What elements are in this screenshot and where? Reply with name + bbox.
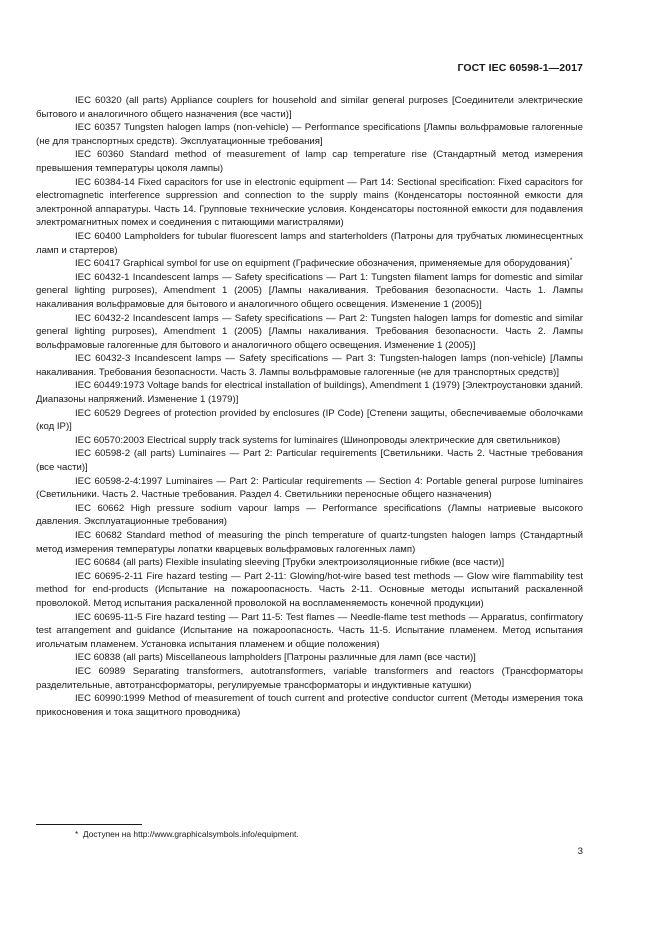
reference-item: IEC 60400 Lampholders for tubular fluorescent lamps and starterholders (Патроны для трубчатых люминесцентных ламп и стартеров) [36, 230, 583, 256]
reference-item: IEC 60990:1999 Method of measurement of touch current and protective conductor current (Методы измерения тока прикосновения и тока защитного проводника) [36, 693, 583, 718]
reference-item: IEC 60384-14 Fixed capacitors for use in electronic equipment — Part 14: Sectional specification: Fixed capacitors for electromagnetic interference suppression and connection to the supply mains (Конденсаторы постоянной емкости для электронной аппаратуры. Часть 14. Групповые технические условия. Конденсаторы постоянной емкости для подавления электромагнитных помех и соединения с питающими магистралями) [36, 176, 583, 229]
reference-item: IEC 60838 (all parts) Miscellaneous lampholders [Патроны различные для ламп (все части)] [75, 652, 476, 664]
footnote-text: Доступен на http://www.graphicalsymbols.info/equipment. [82, 829, 299, 839]
reference-item: IEC 60449:1973 Voltage bands for electrical installation of buildings), Amendment 1 (1979) [Электроустановки зданий. Диапазоны напряжений. Изменение 1 (1979)] [36, 380, 583, 406]
reference-item: IEC 60357 Tungsten halogen lamps (non-vehicle) — Performance specifications [Лампы вольфрамовые галогенные (не для транспортных средств). Эксплуатационные требования] [36, 122, 583, 147]
reference-item: IEC 60529 Degrees of protection provided by enclosures (IP Code) [Степени защиты, обеспечиваемые оболочками (код IP)] [36, 407, 583, 433]
footnote-marker: * [569, 256, 573, 264]
reference-item: IEC 60432-2 Incandescent lamps — Safety specifications — Part 2: Tungsten halogen lamps for domestic and similar general lighting purposes), Amendment 1 (2005) [Лампы накаливания. Требования безопасности. Часть 2. Лампы вольфрамовые галогенные для бытового и аналогичного общего освещения. Изменение 1 (2005)] [36, 312, 583, 351]
reference-item: IEC 60695-11-5 Fire hazard testing — Part 11-5: Test flames — Needle-flame test methods — Apparatus, confirmatory test arrangement and guidance (Испытание на пожароопасность. Часть 11-5. Испытание пламенем. Метод испытания игольчатым пламенем. Установка испытания пламенем и общие положения) [36, 611, 583, 650]
reference-item: IEC 60682 Standard method of measuring the pinch temperature of quartz-tungsten halogen lamps (Стандартный метод измерения температуры лопатки кварцевых вольфрамовых галогенных ламп) [36, 530, 583, 555]
reference-item: IEC 60662 High pressure sodium vapour lamps — Performance specifications (Лампы натриевые высокого давления. Эксплуатационные требования) [36, 502, 583, 528]
reference-item: IEC 60360 Standard method of measurement of lamp cap temperature rise (Стандартный метод измерения превышения температуры цоколя лампы) [36, 149, 583, 174]
footnote-divider [36, 824, 142, 825]
reference-item: IEC 60432-1 Incandescent lamps — Safety specifications — Part 1: Tungsten filament lamps for domestic and similar general lighting purposes), Amendment 1 (2005) [Лампы накаливания. Требования безопасности. Часть 1. Лампы накаливания вольфрамовые для бытового и аналогичного общего освещения. Изменение 1 (2005)] [36, 271, 583, 310]
reference-item: IEC 60989 Separating transformers, autotransformers, variable transformers and reactors (Трансформаторы разделительные, автотрансформаторы, регулируемые трансформаторы и индуктивные катушки) [36, 665, 583, 691]
footnote-marker: * [75, 829, 79, 839]
reference-item: IEC 60598-2 (all parts) Luminaires — Part 2: Particular requirements [Светильники. Часть 2. Частные требования (все части)] [36, 448, 583, 474]
page-number: 3 [577, 846, 583, 857]
reference-item: IEC 60320 (all parts) Appliance couplers for household and similar general purposes [Соединители электрические бытового и аналогичного общего назначения (все части)] [36, 95, 583, 120]
reference-item: IEC 60598-2-4:1997 Luminaires — Part 2: Particular requirements — Section 4: Portable general purpose luminaires (Светильники. Часть 2. Частные требования. Раздел 4. Светильники переносные общего назначения) [36, 475, 583, 501]
normative-references-list [36, 94, 583, 719]
reference-item: IEC 60684 (all parts) Flexible insulating sleeving [Трубки электроизоляционные гибкие (все части)] [75, 557, 505, 569]
reference-item: IEC 60695-2-11 Fire hazard testing — Part 2-11: Glowing/hot-wire based test methods — Glow wire flammability test method for end-products (Испытание на пожароопасность. Часть 2-11. Основные методы испытаний раскаленной проволокой. Метод испытания раскаленной проволокой на воспламеняемость конечной продукции) [36, 570, 583, 609]
reference-item: IEC 60432-3 Incandescent lamps — Safety specifications — Part 3: Tungsten-halogen lamps (non-vehicle) [Лампы накаливания. Требования безопасности. Часть 3. Лампы вольфрамовые галогенные (не для транспортных средств)] [36, 353, 583, 378]
reference-item-text: IEC 60417 Graphical symbol for use on equipment (Графические обозначения, применяемые для оборудования) [75, 258, 570, 270]
reference-item-with-footnote [36, 257, 583, 271]
footnote [75, 829, 299, 840]
reference-item: IEC 60570:2003 Electrical supply track systems for luminaires (Шинопроводы электрические для светильников) [75, 434, 561, 446]
page-header: ГОСТ IEC 60598-1—2017 [457, 62, 583, 74]
